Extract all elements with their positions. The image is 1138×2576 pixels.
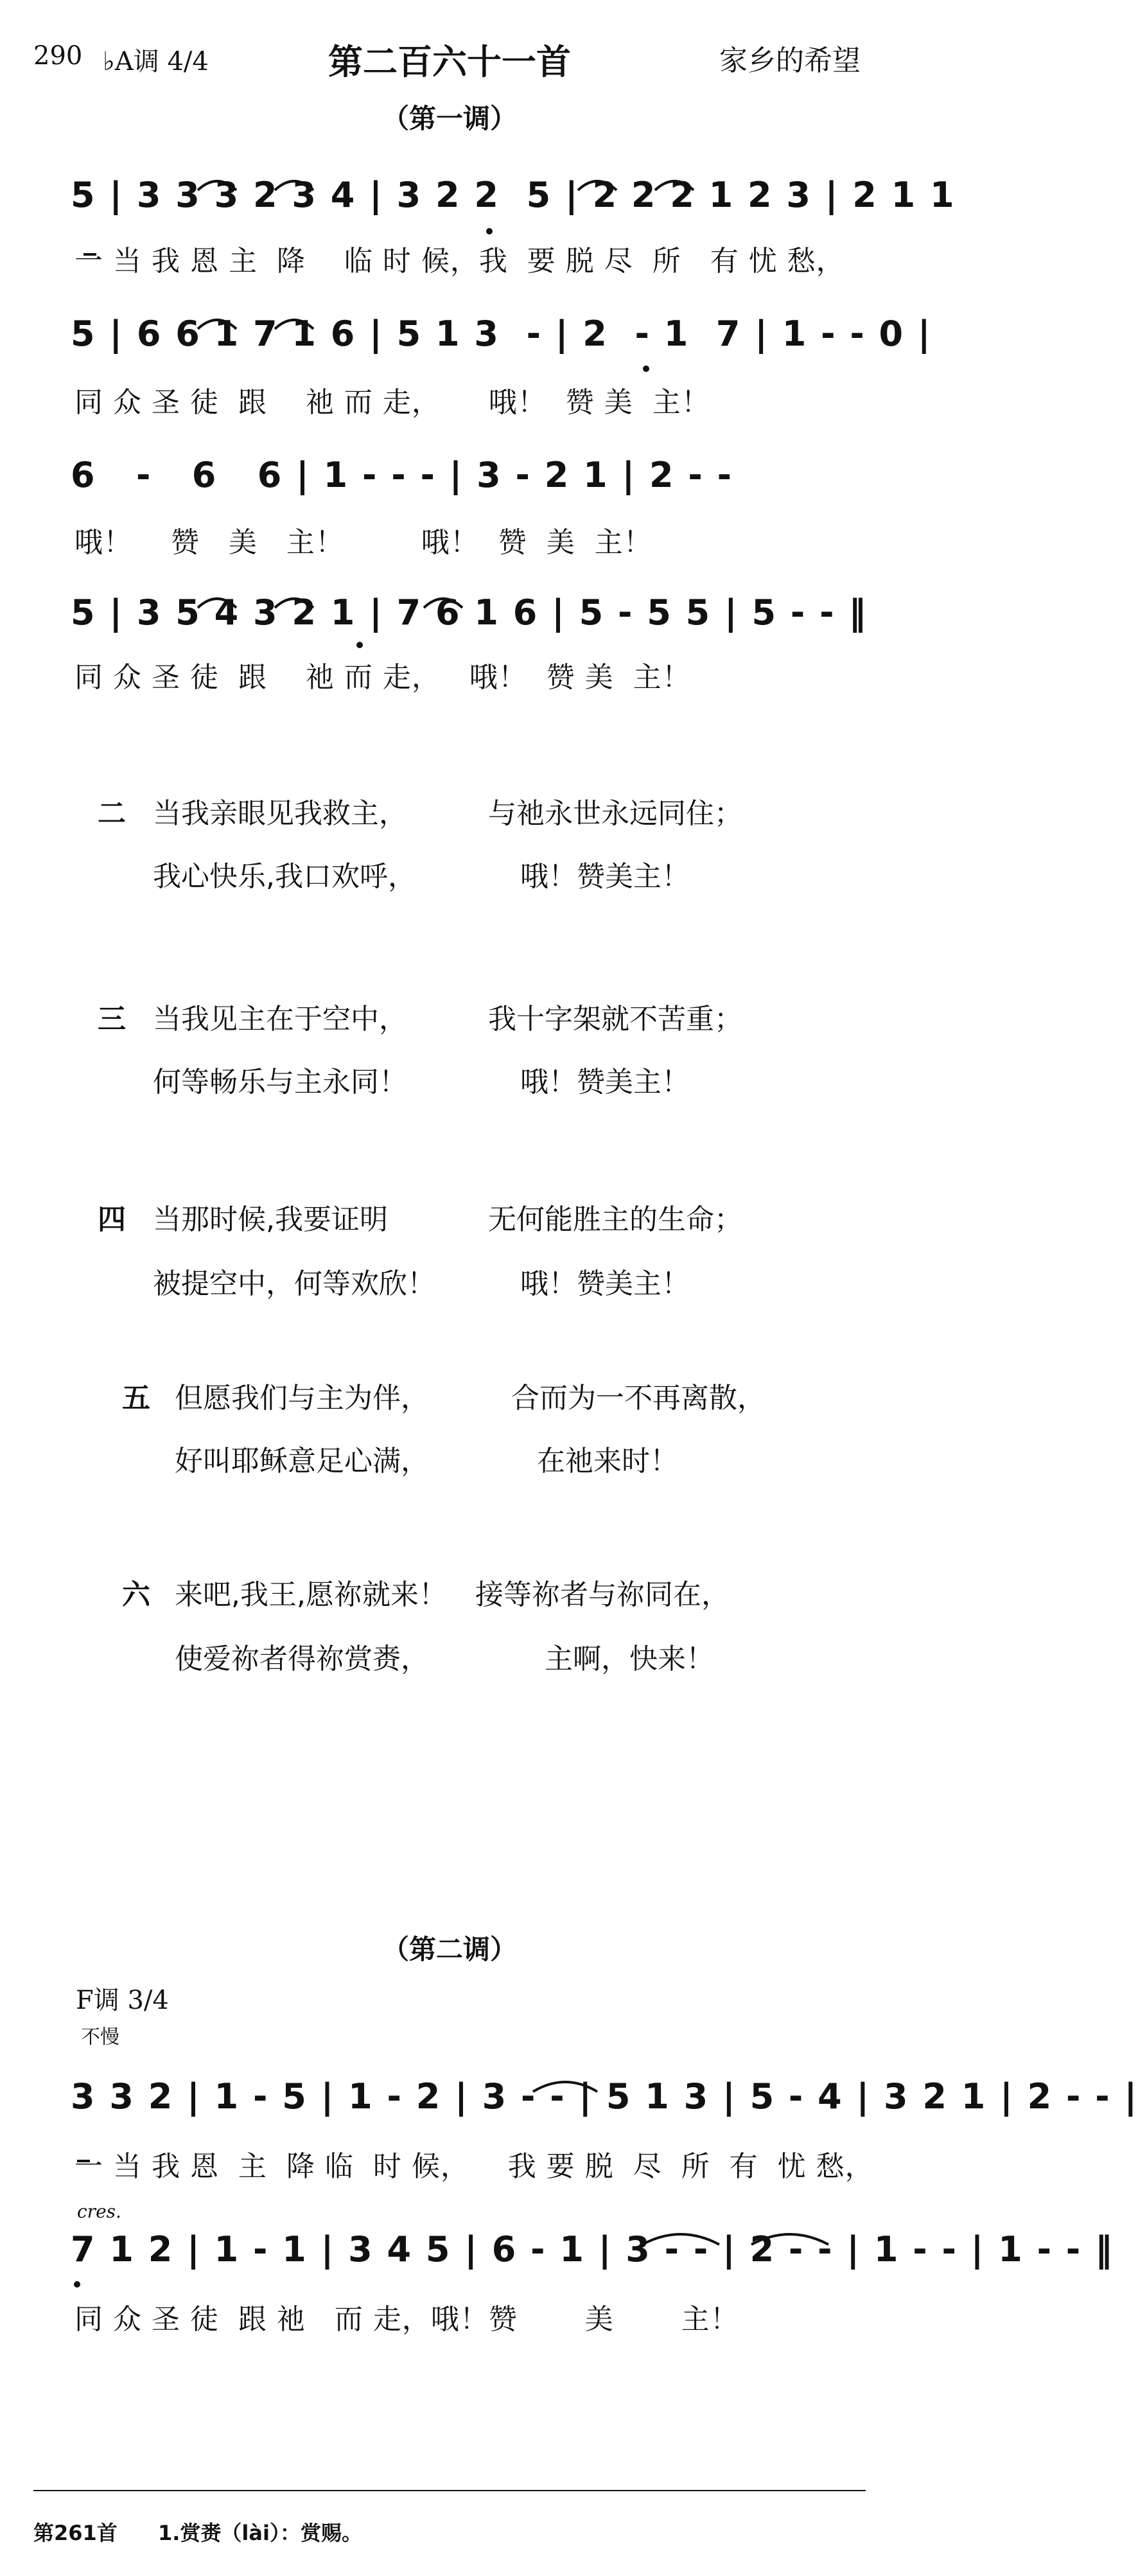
verse-line: 主啊，快来！ xyxy=(545,1643,714,1675)
verse-line: 与祂永世永远同住； xyxy=(488,797,742,830)
verse-line: 来吧,我王,愿祢就来！ xyxy=(175,1578,447,1611)
verse-line: 我十字架就不苦重； xyxy=(488,1003,742,1036)
verse-line: 接等祢者与祢同在， xyxy=(475,1578,730,1611)
tune1-label: （第一调） xyxy=(381,103,517,134)
verse-number: 二 xyxy=(98,797,126,830)
key-signature: ♭A调 4/4 xyxy=(103,47,209,76)
verse-line: 何等畅乐与主永同！ xyxy=(153,1066,407,1098)
verse-number: 六 xyxy=(122,1578,150,1611)
page-number: 290 xyxy=(33,41,83,71)
tune2-lyrics-line-2: 同 众 圣 徒 跟 祂 而 走，哦！赞 美 主！ xyxy=(74,2303,739,2336)
tune1-lyrics-line-1: 一 当 我 恩 主 降 临 时 候，我 要 脱 尽 所 有 忧 愁， xyxy=(74,245,845,278)
tune1-notes-line-1: 5 | 3 3 3 2 3 4 | 3 2 2 5 | 2 2 2 1 2 3 | 2 1 1 xyxy=(71,175,956,215)
hymn-title: 第二百六十一首 xyxy=(328,42,571,82)
verse-line: 当我见主在于空中， xyxy=(153,1003,407,1036)
tune2-notes-line-2: 7 1 2 | 1 - 1 | 3 4 5 | 6 - 1 | 3 - - | 2 - - | 1 - - | 1 - - ‖ xyxy=(71,2229,1114,2270)
verse-number: 三 xyxy=(98,1003,126,1036)
footnote-text: 1.赏赉（lài）：赏赐。 xyxy=(158,2521,362,2545)
verse-line: 使爱祢者得祢赏赉， xyxy=(175,1643,429,1675)
verse-number: 四 xyxy=(98,1203,126,1236)
verse-line: 哦！赞美主！ xyxy=(520,1267,690,1300)
verse-line: 当我亲眼见我救主， xyxy=(153,797,407,830)
tune2-dynamic: cres. xyxy=(77,2201,121,2222)
tune1-notes-line-2: 5 | 6 6 1 7 1 6 | 5 1 3 - | 2 - 1 7 | 1 - - 0 | xyxy=(71,313,932,354)
tune1-notes-line-4: 5 | 3 5 4 3 2 1 | 7 6 1 6 | 5 - 5 5 | 5 - - ‖ xyxy=(71,592,868,633)
verse-line: 我心快乐,我口欢呼， xyxy=(153,860,416,893)
tune2-tempo: 不慢 xyxy=(81,2026,119,2049)
footnote-hymn-ref: 第261首 xyxy=(33,2521,118,2545)
verse-line: 合而为一不再离散， xyxy=(511,1382,766,1415)
tune2-lyrics-line-1: 一 当 我 恩 主 降 临 时 候， 我 要 脱 尽 所 有 忧 愁， xyxy=(74,2150,874,2183)
verse-line: 无何能胜主的生命； xyxy=(488,1203,742,1236)
footnote-divider xyxy=(33,2490,866,2491)
verse-line: 当那时候,我要证明 xyxy=(153,1203,388,1236)
tune2-notes-line-1: 3 3 2 | 1 - 5 | 1 - 2 | 3 - - | 5 1 3 | 5 - 4 | 3 2 1 | 2 - - | xyxy=(71,2076,1138,2117)
verse-line: 被提空中，何等欢欣！ xyxy=(153,1267,435,1300)
tune1-notes-line-3: 6 - 6 6 | 1 - - - | 3 - 2 1 | 2 - - xyxy=(71,455,733,495)
verse-line: 好叫耶稣意足心满， xyxy=(175,1445,429,1478)
tune1-lyrics-line-4: 同 众 圣 徒 跟 祂 而 走， 哦！ 赞 美 主！ xyxy=(74,661,691,694)
verse-line: 哦！赞美主！ xyxy=(520,1066,690,1098)
verse-line: 但愿我们与主为伴， xyxy=(175,1382,429,1415)
tune2-label: （第二调） xyxy=(381,1934,517,1965)
tune2-key-signature: F调 3/4 xyxy=(76,1986,169,2015)
tune1-lyrics-line-3: 哦！ 赞 美 主！ 哦！ 赞 美 主！ xyxy=(74,526,652,559)
verse-line: 在祂来时！ xyxy=(537,1445,678,1478)
tune1-lyrics-line-2: 同 众 圣 徒 跟 祂 而 走， 哦！ 赞 美 主！ xyxy=(74,386,710,419)
hymn-subtitle: 家乡的希望 xyxy=(719,44,861,77)
verse-line: 哦！赞美主！ xyxy=(520,860,690,893)
verse-number: 五 xyxy=(122,1382,150,1415)
